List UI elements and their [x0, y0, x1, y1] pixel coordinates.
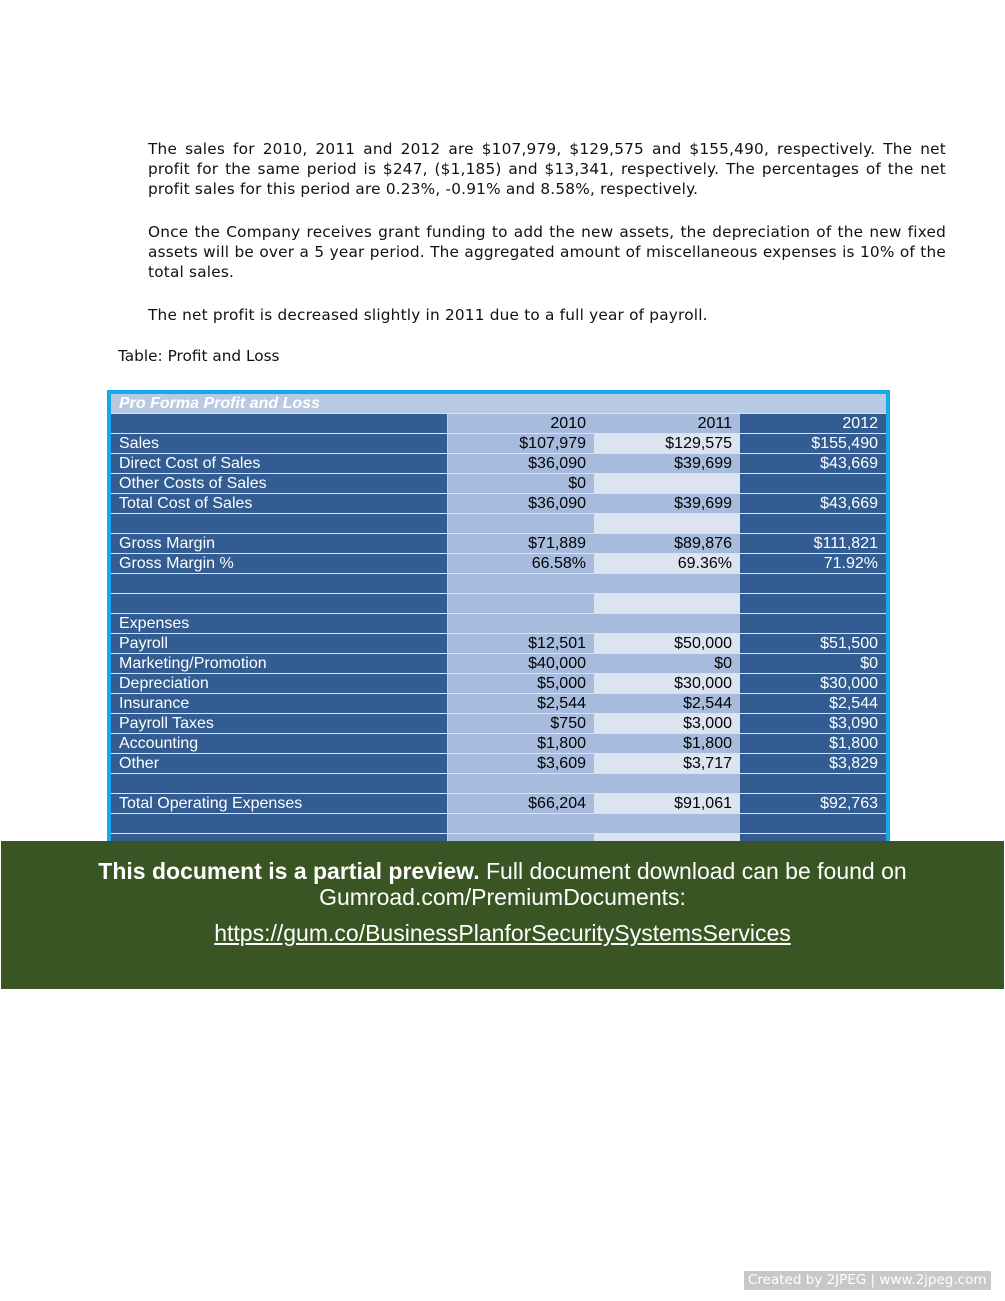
row-label: Payroll Taxes — [111, 714, 448, 734]
value-cell — [594, 594, 740, 614]
value-cell — [740, 774, 886, 794]
row-label: Marketing/Promotion — [111, 654, 448, 674]
table-row — [111, 614, 886, 634]
value-cell: $155,490 — [740, 434, 886, 454]
value-cell: $107,979 — [448, 434, 595, 454]
value-cell: $0 — [740, 654, 886, 674]
table-row — [111, 434, 886, 454]
profit-loss-table — [107, 390, 890, 864]
banner-bold-text: This document is a partial preview. — [98, 858, 480, 884]
table-row — [111, 734, 886, 754]
value-cell: $71,889 — [448, 534, 595, 554]
value-cell: $50,000 — [594, 634, 740, 654]
table-row — [111, 534, 886, 554]
row-label: Direct Cost of Sales — [111, 454, 448, 474]
value-cell — [740, 514, 886, 534]
value-cell: $40,000 — [448, 654, 595, 674]
table-row — [111, 634, 886, 654]
row-label: Expenses — [111, 614, 448, 634]
value-cell — [594, 774, 740, 794]
value-cell: 69.36% — [594, 554, 740, 574]
value-cell: $3,717 — [594, 754, 740, 774]
table-row — [111, 674, 886, 694]
value-cell: $3,090 — [740, 714, 886, 734]
value-cell — [594, 514, 740, 534]
table-row — [111, 654, 886, 674]
value-cell: $36,090 — [448, 494, 595, 514]
value-cell — [448, 614, 595, 634]
value-cell — [448, 774, 595, 794]
table-header-row — [111, 414, 886, 434]
value-cell: $39,699 — [594, 494, 740, 514]
row-label — [111, 594, 448, 614]
value-cell: $1,800 — [594, 734, 740, 754]
value-cell: $0 — [594, 654, 740, 674]
table-row — [111, 814, 886, 834]
value-cell: $0 — [448, 474, 595, 494]
value-cell: $1,800 — [448, 734, 595, 754]
value-cell — [740, 614, 886, 634]
value-cell: $2,544 — [448, 694, 595, 714]
value-cell: $43,669 — [740, 494, 886, 514]
table-row — [111, 454, 886, 474]
row-label: Gross Margin % — [111, 554, 448, 574]
value-cell: $43,669 — [740, 454, 886, 474]
value-cell: $129,575 — [594, 434, 740, 454]
value-cell — [448, 594, 595, 614]
table-row — [111, 574, 886, 594]
value-cell — [594, 474, 740, 494]
value-cell: $3,829 — [740, 754, 886, 774]
row-label — [111, 814, 448, 834]
table-row — [111, 474, 886, 494]
value-cell: $30,000 — [740, 674, 886, 694]
download-link[interactable]: https://gum.co/BusinessPlanforSecuritySystemsServices — [214, 920, 791, 946]
row-label: Other Costs of Sales — [111, 474, 448, 494]
header-cell: 2010 — [448, 414, 595, 434]
value-cell — [740, 474, 886, 494]
value-cell — [594, 574, 740, 594]
value-cell: $2,544 — [594, 694, 740, 714]
row-label — [111, 514, 448, 534]
table-row — [111, 774, 886, 794]
table-row — [111, 554, 886, 574]
table-row — [111, 754, 886, 774]
value-cell: 66.58% — [448, 554, 595, 574]
value-cell: $39,699 — [594, 454, 740, 474]
paragraph-depreciation: Once the Company receives grant funding to add the new assets, the depreciation of the new fixed assets will be over a 5 year period. The aggregated amount of miscellaneous expenses is 10% of the total sales. — [148, 223, 946, 281]
table-title: Pro Forma Profit and Loss — [111, 394, 886, 414]
paragraph-net-profit: The net profit is decreased slightly in 2011 due to a full year of payroll. — [148, 306, 708, 324]
row-label — [111, 574, 448, 594]
value-cell: $12,501 — [448, 634, 595, 654]
value-cell — [448, 814, 595, 834]
table-row — [111, 794, 886, 814]
header-cell: 2011 — [594, 414, 740, 434]
row-label: Insurance — [111, 694, 448, 714]
value-cell — [740, 574, 886, 594]
value-cell — [594, 614, 740, 634]
row-label: Depreciation — [111, 674, 448, 694]
value-cell — [448, 514, 595, 534]
value-cell: 71.92% — [740, 554, 886, 574]
row-label: Accounting — [111, 734, 448, 754]
value-cell: $3,609 — [448, 754, 595, 774]
row-label: Total Cost of Sales — [111, 494, 448, 514]
value-cell: $36,090 — [448, 454, 595, 474]
header-cell — [111, 414, 448, 434]
watermark: Created by 2JPEG | www.2jpeg.com — [744, 1271, 991, 1290]
row-label: Total Operating Expenses — [111, 794, 448, 814]
table-title-row — [111, 394, 886, 414]
row-label: Sales — [111, 434, 448, 454]
table-caption: Table: Profit and Loss — [118, 347, 280, 365]
value-cell — [740, 594, 886, 614]
value-cell: $66,204 — [448, 794, 595, 814]
table-row — [111, 494, 886, 514]
value-cell — [594, 814, 740, 834]
paragraph-sales-summary: The sales for 2010, 2011 and 2012 are $107,979, $129,575 and $155,490, respectively. The net profit for the same period is $247, ($1,185) and $13,341, respectively. The percentages of the net profit sales for this period are 0.23%, -0.91% and 8.58%, respectively. — [148, 140, 946, 198]
row-label — [111, 774, 448, 794]
table-row — [111, 514, 886, 534]
value-cell: $5,000 — [448, 674, 595, 694]
value-cell: $30,000 — [594, 674, 740, 694]
value-cell: $91,061 — [594, 794, 740, 814]
table-row — [111, 694, 886, 714]
value-cell: $92,763 — [740, 794, 886, 814]
header-cell: 2012 — [740, 414, 886, 434]
banner-text: Full document download can be found on Gumroad.com/PremiumDocuments: — [319, 858, 907, 910]
value-cell: $3,000 — [594, 714, 740, 734]
value-cell — [740, 814, 886, 834]
value-cell — [448, 574, 595, 594]
value-cell: $111,821 — [740, 534, 886, 554]
table-row — [111, 594, 886, 614]
row-label: Gross Margin — [111, 534, 448, 554]
value-cell: $750 — [448, 714, 595, 734]
table-row — [111, 714, 886, 734]
value-cell: $1,800 — [740, 734, 886, 754]
value-cell: $51,500 — [740, 634, 886, 654]
row-label: Other — [111, 754, 448, 774]
row-label: Payroll — [111, 634, 448, 654]
value-cell: $89,876 — [594, 534, 740, 554]
value-cell: $2,544 — [740, 694, 886, 714]
preview-banner — [1, 841, 1004, 989]
